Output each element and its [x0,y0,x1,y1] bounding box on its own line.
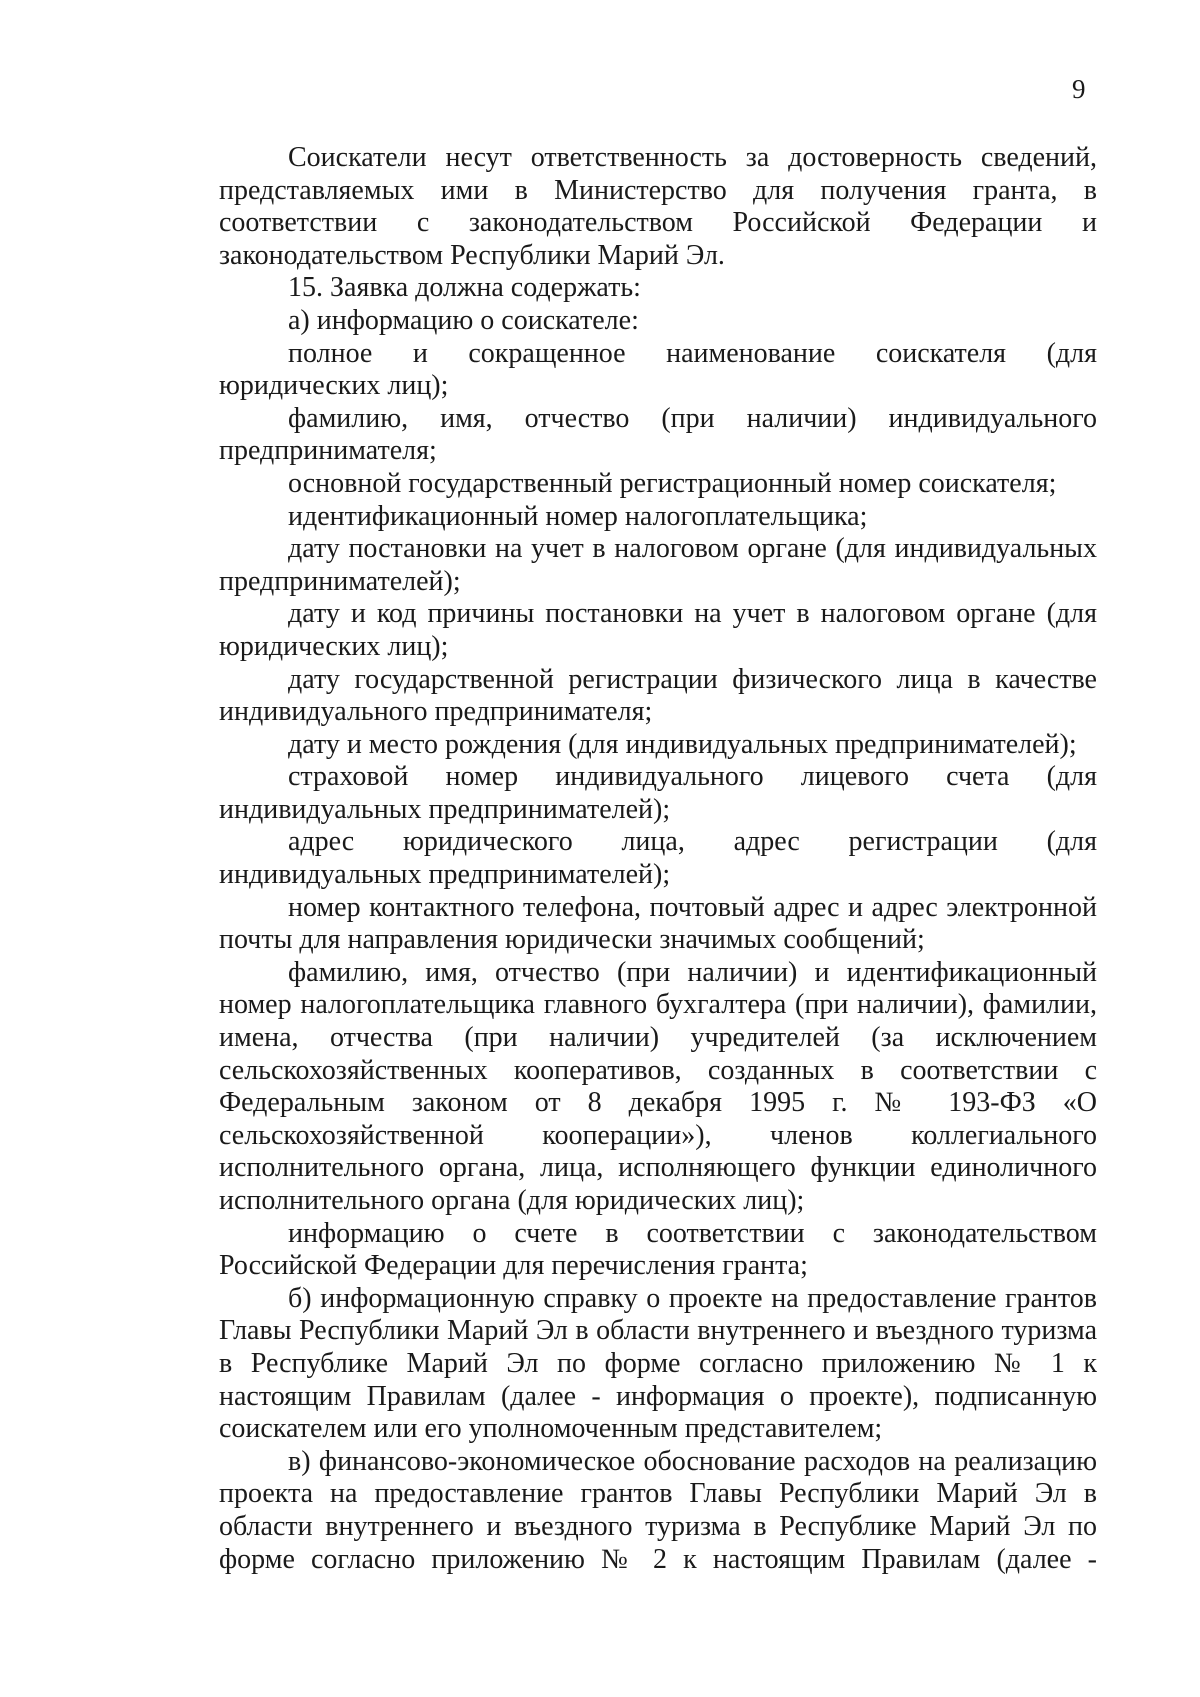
list-item-bank-account: информацию о счете в соответствии с законодательством Российской Федерации для перечисления гранта; [219,1217,1097,1282]
list-item-birth: дату и место рождения (для индивидуальных предпринимателей); [288,728,1077,760]
paragraph-subitem-c: в) финансово-экономическое обоснование расходов на реализацию проекта на предоставление грантов Главы Республики Марий Эл в области внутреннего и въездного туризма в Республике Марий Эл по форме согласно приложению № 2 к настоящим Правилам (далее - [219,1445,1097,1575]
paragraph-applicant-responsibility: Соискатели несут ответственность за достоверность сведений, представляемых ими в Министерство для получения гранта, в соответствии с законодательством Российской Федерации и законодательством Республики Марий Эл. [219,142,1097,271]
paragraph-item-15: 15. Заявка должна содержать: [288,272,641,304]
list-item-snils: страховой номер индивидуального лицевого счета (для индивидуальных предпринимателей); [219,761,1097,825]
list-item-entrepreneur-name: фамилию, имя, отчество (при наличии) индивидуального предпринимателя; [219,402,1097,467]
list-item-kpp: дату и код причины постановки на учет в налоговом органе (для юридических лиц); [219,598,1097,662]
list-item-officers: фамилию, имя, отчество (при наличии) и идентификационный номер налогоплательщика главного бухгалтера (при наличии), фамилии, имена, отчества (при наличии) учредителей (за исключением сельскохозяйственных кооперативов, созданных в соответствии с Федеральным законом от 8 декабря 1995 г. № 193-ФЗ «О сельскохозяйственной кооперации»), членов коллегиального исполнительного органа, лица, исполняющего функции единоличного исполнительного органа (для юридических лиц); [219,956,1097,1216]
list-item-ogrn: основной государственный регистрационный номер соискателя; [288,467,1057,499]
document-body [219,142,1097,1576]
list-item-contacts: номер контактного телефона, почтовый адрес и адрес электронной почты для направления юридически значимых сообщений; [219,891,1097,956]
page-number: 9 [1072,74,1086,104]
list-item-state-registration-date: дату государственной регистрации физического лица в качестве индивидуального предпринимателя; [219,663,1097,728]
paragraph-subitem-b: б) информационную справку о проекте на предоставление грантов Главы Республики Марий Эл в области внутреннего и въездного туризма в Республике Марий Эл по форме согласно приложению № 1 к настоящим Правилам (далее - информация о проекте), подписанную соискателем или его уполномоченным представителем; [219,1282,1097,1445]
paragraph-subitem-a: а) информацию о соискателе: [288,304,639,336]
list-item-full-name: полное и сокращенное наименование соискателя (для юридических лиц); [219,337,1097,402]
list-item-inn: идентификационный номер налогоплательщика; [288,500,868,532]
list-item-address: адрес юридического лица, адрес регистрации (для индивидуальных предпринимателей); [219,826,1097,891]
list-item-tax-registration-date: дату постановки на учет в налоговом органе (для индивидуальных предпринимателей); [219,533,1097,597]
